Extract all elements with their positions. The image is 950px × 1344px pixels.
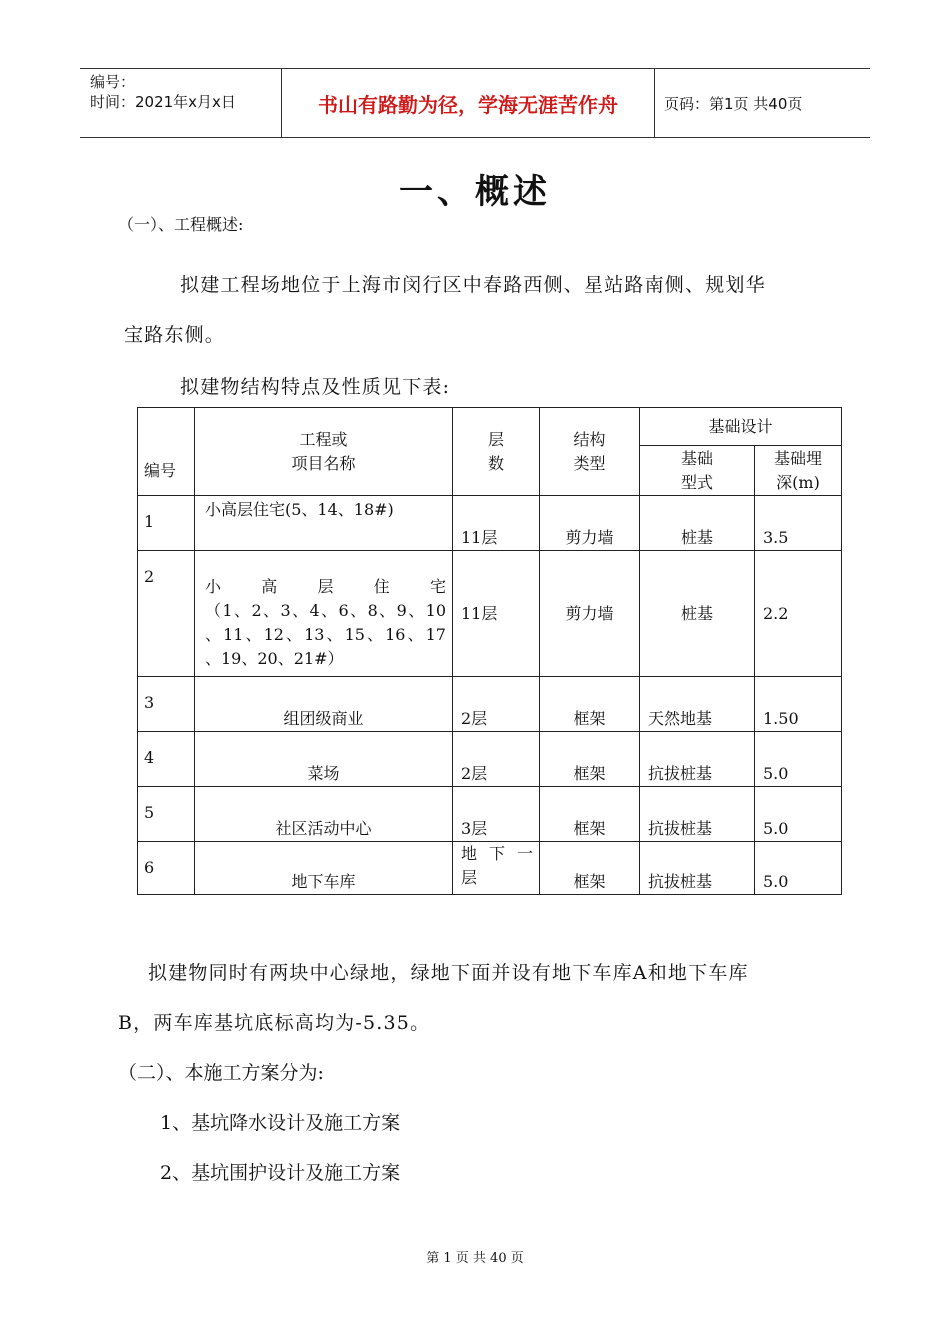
header-struct — [540, 408, 640, 496]
cell-depth: 1.50 — [755, 677, 842, 732]
header-motto: 书山有路勤为径，学海无涯苦作舟 — [282, 69, 655, 137]
paragraph-2-line-1: 拟建物同时有两块中心绿地，绿地下面并设有地下车库A和地下车库 — [148, 962, 749, 984]
header-struct-line1: 结构 — [573, 429, 606, 449]
cell-name-line3: 、11、12、13、15、16、17 — [205, 625, 446, 644]
list-item: 2、基坑围护设计及施工方案 — [160, 1162, 401, 1184]
table-row — [138, 842, 842, 895]
paragraph-2-line-2: B，两车库基坑底标高均为-5.35。 — [118, 1012, 431, 1034]
header-floors-line1: 层 — [487, 429, 504, 449]
cell-id: 1 — [138, 496, 195, 551]
cell-floors-line2: 层 — [461, 868, 478, 887]
cell-name: 地下车库 — [195, 842, 453, 895]
cell-name: 组团级商业 — [195, 677, 453, 732]
cell-struct: 框架 — [540, 732, 640, 787]
cell-depth: 5.0 — [755, 732, 842, 787]
cell-floors — [453, 842, 540, 895]
header-floors-line2: 数 — [487, 453, 504, 473]
structure-table — [137, 407, 842, 895]
cell-id: 2 — [138, 551, 195, 677]
header-struct-line2: 类型 — [573, 453, 606, 473]
cell-name: 小高层住宅(5、14、18#) — [195, 496, 453, 551]
header-name-line2: 项目名称 — [291, 453, 356, 473]
cell-name: 菜场 — [195, 732, 453, 787]
header-name-line1: 工程或 — [299, 429, 348, 449]
cell-ftype: 抗拔桩基 — [640, 787, 755, 842]
page-header — [80, 68, 870, 138]
cell-ftype: 桩基 — [640, 496, 755, 551]
number-label: 编号： — [90, 73, 136, 91]
cell-name-line4: 、19、20、21#） — [205, 649, 344, 668]
header-meta — [80, 69, 282, 137]
cell-floors: 11层 — [453, 496, 540, 551]
page-title: 一、概述 — [399, 172, 551, 212]
cell-id: 6 — [138, 842, 195, 895]
cell-name: 社区活动中心 — [195, 787, 453, 842]
cell-depth: 3.5 — [755, 496, 842, 551]
header-name — [195, 408, 453, 496]
cell-name-line1: 小高层住宅 — [205, 577, 446, 596]
cell-floors: 3层 — [453, 787, 540, 842]
cell-struct: 剪力墙 — [540, 496, 640, 551]
list-item: 1、基坑降水设计及施工方案 — [160, 1112, 401, 1134]
cell-id: 3 — [138, 677, 195, 732]
paragraph-1-line-1: 拟建工程场地位于上海市闵行区中春路西侧、星站路南侧、规划华 — [180, 274, 766, 296]
section1-heading: （一）、工程概述: — [118, 215, 244, 234]
cell-name — [195, 551, 453, 677]
section2-heading: （二）、本施工方案分为: — [118, 1062, 324, 1084]
time-label: 时间：2021年x月x日 — [90, 93, 236, 111]
cell-floors: 11层 — [453, 551, 540, 677]
header-page-info: 页码：第1页 共40页 — [664, 94, 803, 113]
paragraph-1-line-2: 宝路东侧。 — [124, 324, 226, 346]
cell-ftype: 抗拔桩基 — [640, 842, 755, 895]
header-foundation: 基础设计 — [640, 408, 842, 446]
header-ftype-line1: 基础 — [680, 448, 713, 468]
table-row — [138, 677, 842, 732]
header-ftype-line2: 型式 — [680, 472, 713, 492]
header-fdepth-line2: 深(m) — [776, 472, 820, 492]
page-footer: 第 1 页 共 40 页 — [426, 1251, 524, 1266]
cell-struct: 剪力墙 — [540, 551, 640, 677]
cell-depth: 2.2 — [755, 551, 842, 677]
cell-depth: 5.0 — [755, 842, 842, 895]
header-floors — [453, 408, 540, 496]
cell-struct: 框架 — [540, 842, 640, 895]
table-intro: 拟建物结构特点及性质见下表: — [180, 376, 451, 398]
cell-struct: 框架 — [540, 677, 640, 732]
header-id: 编号 — [138, 408, 195, 496]
cell-id: 4 — [138, 732, 195, 787]
table-row — [138, 551, 842, 677]
header-fdepth-line1: 基础埋 — [774, 448, 823, 468]
cell-name-line2: （1、2、3、4、6、8、9、10 — [205, 601, 446, 620]
header-ftype — [640, 446, 755, 496]
cell-struct: 框架 — [540, 787, 640, 842]
cell-floors: 2层 — [453, 677, 540, 732]
cell-ftype: 天然地基 — [640, 677, 755, 732]
table-row — [138, 496, 842, 551]
cell-ftype: 抗拔桩基 — [640, 732, 755, 787]
table-row — [138, 732, 842, 787]
cell-depth: 5.0 — [755, 787, 842, 842]
cell-ftype: 桩基 — [640, 551, 755, 677]
table-row — [138, 787, 842, 842]
cell-floors-line1: 地下一 — [461, 844, 533, 863]
cell-id: 5 — [138, 787, 195, 842]
cell-floors: 2层 — [453, 732, 540, 787]
header-fdepth — [755, 446, 842, 496]
